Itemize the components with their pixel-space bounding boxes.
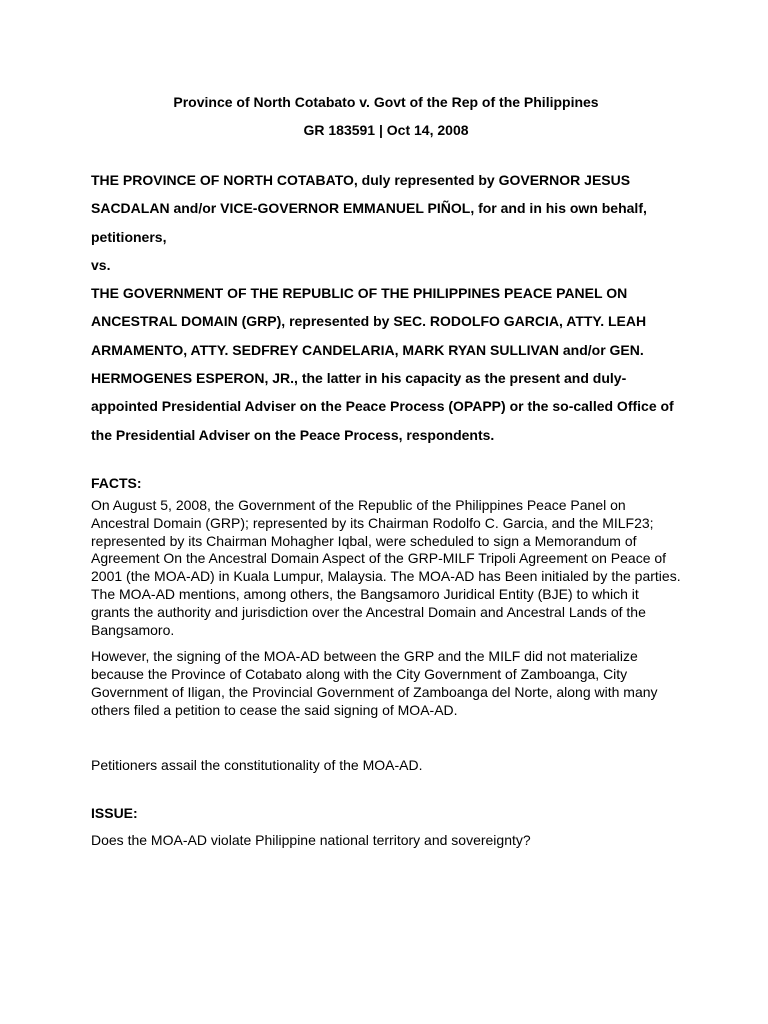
issue-paragraph-1: Does the MOA-AD violate Philippine national territory and sovereignty?: [91, 832, 531, 849]
versus-text: vs.: [91, 256, 111, 273]
issue-section: [91, 803, 681, 850]
case-title: Province of North Cotabato v. Govt of the Rep of the Philippines: [173, 94, 599, 110]
facts-paragraph-1: On August 5, 2008, the Government of the Republic of the Philippines Peace Panel on Ancestral Domain (GRP); represented by its Chairman Rodolfo C. Garcia, and the MILF23; represented by its Chairman Mohagher Iqbal, were scheduled to sign a Memorandum of Agreement On the Ancestral Domain Aspect of the GRP-MILF Tripoli Agreement on Peace of 2001 (the MOA-AD) in Kuala Lumpur, Malaysia. The MOA-AD has Been initialed by the parties. The MOA-AD mentions, among others, the Bangsamoro Juridical Entity (BJE) to which it grants the authority and jurisdiction over the Ancestral Domain and Ancestral Lands of the Bangsamoro.: [91, 496, 681, 638]
document-page: [91, 92, 681, 850]
petitioners-text: THE PROVINCE OF NORTH COTABATO, duly represented by GOVERNOR JESUS SACDALAN and/or VICE-GOVERNOR EMMANUEL PIÑOL, for and in his own behalf, petitioners,: [91, 172, 647, 245]
facts-paragraph-3: Petitioners assail the constitutionality of the MOA-AD.: [91, 756, 423, 773]
case-number-date: GR 183591 | Oct 14, 2008: [303, 122, 469, 138]
facts-heading: FACTS:: [91, 474, 142, 491]
respondents-text: THE GOVERNMENT OF THE REPUBLIC OF THE PHILIPPINES PEACE PANEL ON ANCESTRAL DOMAIN (GRP), represented by SEC. RODOLFO GARCIA, ATTY. LEAH ARMAMENTO, ATTY. SEDFREY CANDELARIA, MARK RYAN SULLIVAN and/or GEN. HERMOGENES ESPERON, JR., the latter in his capacity as the present and duly-appointed Presidential Adviser on the Peace Process (OPAPP) or the so-called Office of the Presidential Adviser on the Peace Process, respondents.: [91, 285, 674, 443]
facts-paragraph-2: However, the signing of the MOA-AD between the GRP and the MILF did not materialize because the Province of Cotabato along with the City Government of Zamboanga, City Government of Iligan, the Provincial Government of Zamboanga del Norte, along with many others filed a petition to cease the said signing of MOA-AD.: [91, 648, 658, 718]
facts-section: [91, 473, 681, 774]
issue-heading: ISSUE:: [91, 805, 138, 822]
case-caption: [91, 166, 681, 449]
